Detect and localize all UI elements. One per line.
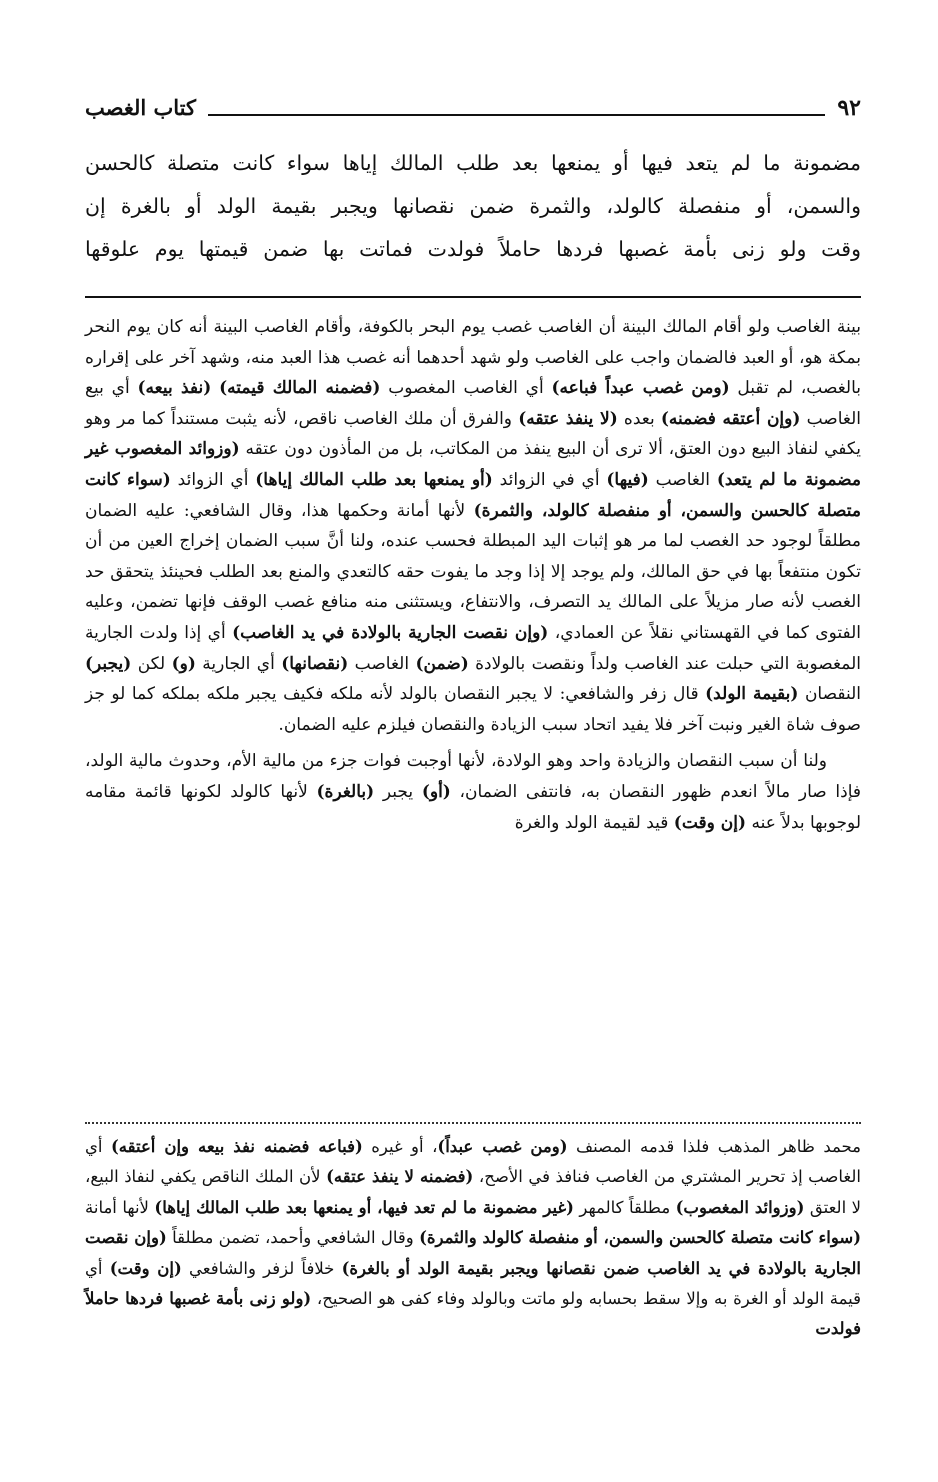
lower-commentary [85,1132,861,1345]
text-separator-rule [85,296,861,298]
bold-matn-quote: (وزوائد المغصوب غير مضمونة ما لم يتعد) [85,439,862,490]
commentary-segment: بينة الغاصب ولو أقام المالك البينة أن الغاصب غصب يوم البحر بالكوفة، وأقام الغاصب البينة أنه كان يوم النحر بمكة هو، أو العبد فالضمان واجب على الغاصب ولو شهد أحدهما أنه غصب هذا العبد منه، وشهد آخر على إقراره بالغصب، لم تقبل [85,317,861,399]
bold-matn-quote: (إن وقت) [673,812,747,833]
commentary-paragraph [85,746,861,838]
commentary-segment: يجبر [374,781,422,802]
matn-line: وقت ولو زنى بأمة غصبها فردها حاملاً فولدت فماتت بها ضمن قيمتها يوم علوقها [85,237,861,261]
running-title: كتاب الغصب [85,95,197,120]
bold-matn-quote: (نفذ بيعه) [137,378,212,399]
matn-line: والسمن، أو منفصلة كالولد، والثمرة ضمن نقصانها ويجبر بقيمة الولد أو بالغرة إن [85,194,861,218]
commentary-segment: قال زفر والشافعي: لا يجبر النقصان بالولد لأنه ملكه فكيف يجبر ملكه بملكه كما لو جز صوف شاة الغير ونبت آخر فلا يفيد اتحاد سبب الزيادة والنقصان فيلزم عليه الضمان. [85,684,861,735]
commentary-segment: بعده [617,408,661,429]
commentary-segment: أي الزوائد [170,469,256,490]
bold-matn-quote: (يجبر) [85,653,132,674]
header-rule [208,114,825,116]
bold-matn-quote: (إن وقت) [109,1258,182,1278]
commentary-segment: لأنها أمانة [85,1197,155,1217]
bold-matn-quote: (ولو زنى بأمة غصبها فردها حاملاً فولدت [85,1289,861,1339]
dotted-separator [85,1122,861,1124]
commentary-segment: قيد لقيمة الولد والغرة [514,812,674,833]
commentary-segment: النقصان [798,684,861,705]
bold-matn-quote: (فيها) [606,469,649,490]
commentary-segment: وقال الشافعي وأحمد، تضمن مطلقاً [166,1228,420,1248]
commentary-segment: خلافاً لزفر والشافعي [181,1258,342,1278]
bold-matn-quote: (وإن نقصت الجارية بالولادة في يد الغاصب ضمن نقصانها ويجبر بقيمة الولد أو بالغرة) [85,1228,861,1278]
page-header [85,86,861,122]
bold-matn-quote: (فباعه فضمنه نفذ بيعه وإن أعتقه) [110,1137,363,1156]
commentary-segment: أي الغاصب إذ تحرير المشتري من الغاصب فنافذ في الأصح، [85,1137,861,1187]
commentary-segment: مطلقاً كالمهر [573,1197,676,1217]
bold-matn-quote: (وزوائد المغصوب) [675,1197,805,1217]
commentary-segment: لأن الملك الناقص يكفي لنفاذ البيع، لا العتق [85,1167,862,1217]
page-number: ٩٢ [837,95,861,121]
bold-matn-quote: (ضمن) [415,653,469,674]
commentary-segment: الغاصب [648,469,717,490]
bold-matn-quote: (وإن نقصت الجارية بالولادة في يد الغاصب) [232,622,549,643]
commentary-segment [211,378,219,398]
commentary-segment: لكن [131,653,172,674]
bold-matn-quote: (فضمنه لا ينفذ عتقه) [326,1167,474,1187]
commentary-segment: لأنها كالولد لكونها قائمة مقامه لوجوبها بدلاً عنه [85,781,861,833]
commentary-segment: أي قيمة الولد أو الغرة به وإلا سقط بحسابه ولو ماتت وبالولد وفاء كفى هو الصحيح، [85,1258,861,1309]
commentary-segment: محمد ظاهر المذهب فلذا قدمه المصنف [567,1137,862,1156]
commentary-segment: أي في الزوائد [492,469,607,490]
bold-matn-quote: (سواء كانت متصلة كالحسن والسمن، أو منفصلة كالولد والثمرة) [419,1228,861,1248]
commentary-segment: الغاصب [348,653,416,674]
main-matn-text [85,142,861,271]
commentary-paragraph [85,312,861,740]
bold-matn-quote: (أو) [421,781,451,802]
sharh-commentary [85,312,861,838]
bold-matn-quote: (سواء كانت متصلة كالحسن والسمن، أو منفصلة كالولد، والثمرة) [85,469,861,521]
commentary-segment: لأنها أمانة وحكمها هذا، وقال الشافعي: عليه الضمان مطلقاً لوجود حد الغصب لما مر هو إثبات اليد المبطلة فحسب عنده، ولنا أنَّ سبب الضمان إخراج العين من أن تكون منتفعاً بها في حق المالك، ولم يوجد إلا إذا وجد ما يفوت حقه كالتعدي والمنع بعد الطلب فحينئذ يتحقق حد الغصب لأنه صار مزيلاً على المالك يد التصرف، والانتفاع، ويستثنى منه منافع غصب الوقف فإنها تضمن، وعليه الفتوى كما في القهستاني نقلاً عن العمادي، [85,500,861,643]
bold-matn-quote: (وإن أعتقه فضمنه) [660,408,801,429]
bold-matn-quote: (ومن غصب عبداً) [437,1137,568,1156]
bold-matn-quote: (ومن غصب عبداً فباعه) [551,378,730,399]
commentary-segment: والفرق أن ملك الغاصب ناقص، لأنه يثبت مستنداً كما مر وهو يكفي لنفاذ البيع دون العتق، ألا ترى أن البيع ينفذ من المكاتب، بل من المأذون دون عتقه [85,408,861,460]
bold-matn-quote: (أو يمنعها بعد طلب المالك إياها) [255,469,493,490]
commentary-segment: أي الجارية [195,653,282,674]
bold-matn-quote: (لا ينفذ عتقه) [518,408,618,429]
commentary-segment: أي بيع الغاصب [85,378,862,429]
bold-matn-quote: (بالغرة) [316,781,375,802]
commentary-segment: ولنا أن سبب النقصان والزيادة واحد وهو الولادة، لأنها أوجبت فوات جزء من مالية الأم، وحدوث مالية الولد، فإذا صار مالاً انعدم ظهور النقصان به، فانتفى الضمان، [85,751,862,802]
bold-matn-quote: (غير مضمونة ما لم تعد فيها، أو يمنعها بعد طلب المالك إياها) [154,1197,574,1217]
bold-matn-quote: (بقيمة الولد) [705,684,799,705]
bold-matn-quote: (و) [171,653,196,674]
commentary-segment: أي إذا ولدت الجارية المغصوبة التي حبلت عند الغاصب ولداً ونقصت بالولادة [85,622,861,674]
commentary-segment: أي الغاصب المغصوب [380,378,552,399]
bold-matn-quote: (نقصانها) [281,653,349,674]
commentary-segment: ، أو غيره [362,1137,438,1156]
bold-matn-quote: (فضمنه المالك قيمته) [219,378,381,399]
lower-commentary-paragraph [85,1132,861,1345]
matn-line: مضمونة ما لم يتعد فيها أو يمنعها بعد طلب المالك إياها سواء كانت متصلة كالحسن [85,151,861,175]
book-page [85,86,861,1446]
